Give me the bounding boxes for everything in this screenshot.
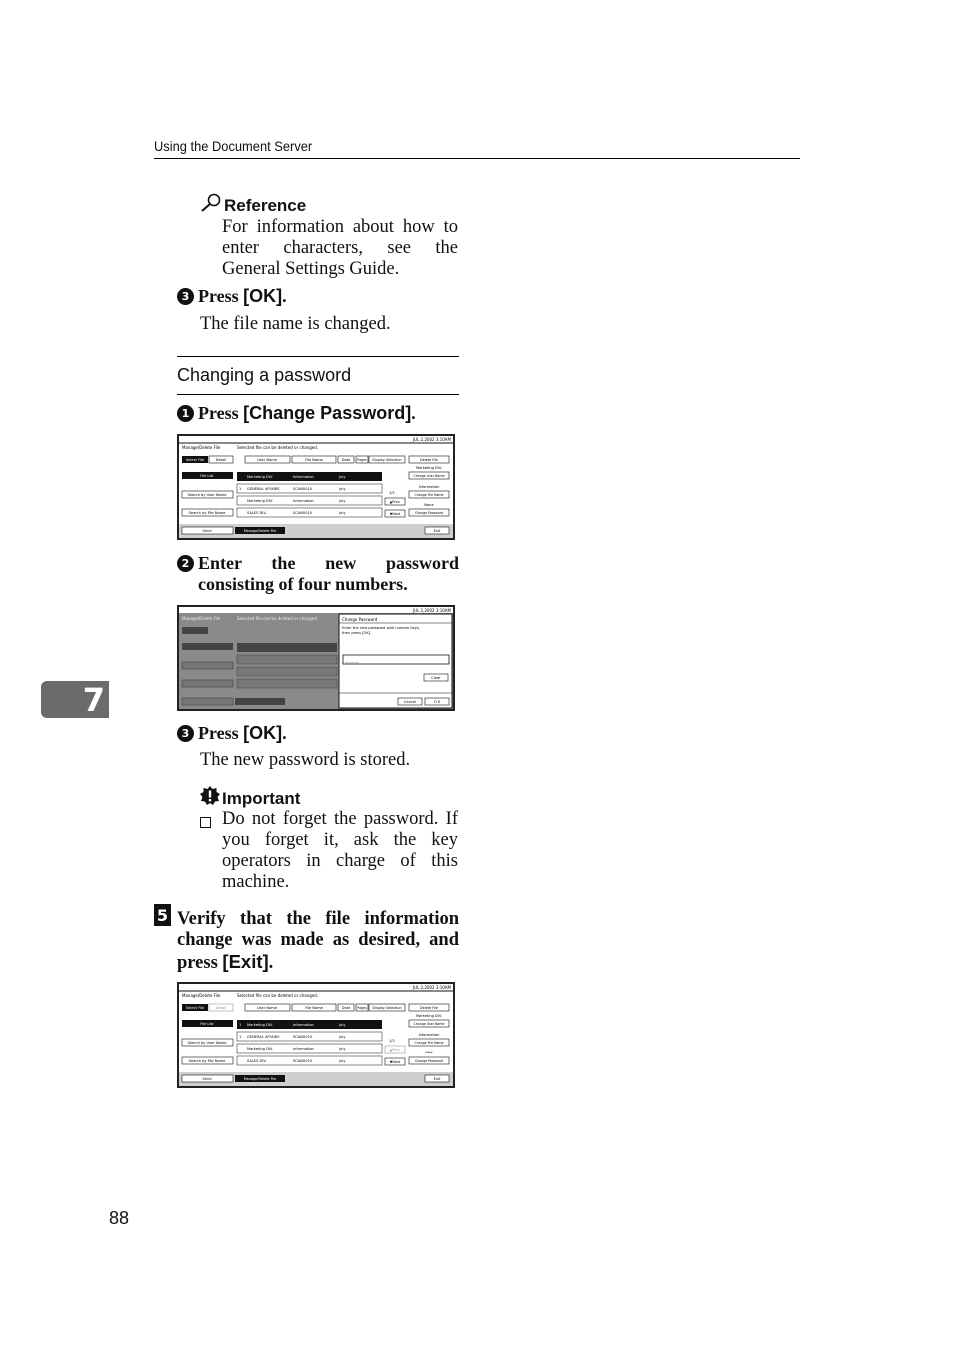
row-user: Marketing DIV. — [247, 1047, 274, 1051]
section-rule-bottom — [177, 394, 459, 395]
row-num: 1 — [239, 487, 242, 491]
step-number: 3 — [177, 288, 194, 305]
dialog-message-2: then press [OK]. — [342, 631, 372, 635]
screenshot-file-list-updated — [177, 982, 455, 1088]
checkbox-icon — [200, 813, 211, 832]
select-file-label: Select File — [185, 1006, 205, 1010]
exit-label: Exit — [433, 1077, 441, 1081]
page-indicator: 1/2 — [389, 491, 395, 495]
step-number: 3 — [177, 725, 194, 742]
screen-clock: JUL 2,2002 3:10AM — [412, 437, 451, 442]
exit-label: Exit — [433, 529, 441, 533]
col-file-label: File Name — [305, 1006, 323, 1010]
reference-title: Reference — [224, 195, 307, 215]
page-number: 88 — [109, 1208, 130, 1228]
col-date-label: Date — [341, 458, 351, 462]
file-value: Information — [418, 485, 440, 489]
step-text: Verify that the file information change was made as desired, and press — [177, 909, 459, 973]
search-user-label: Search by User Name — [187, 1041, 227, 1045]
row-file: Information — [293, 1047, 314, 1051]
row-file: SCAN0010 — [293, 1059, 313, 1063]
step-number: 1 — [177, 405, 194, 422]
select-file-label: Select File — [185, 458, 205, 462]
chapter-tab: 7 — [41, 681, 109, 718]
reference-body: For information about how to enter characters, see the General Settings Guide. — [222, 217, 458, 279]
change-user-label: Change User Name — [413, 1022, 445, 1026]
step-result: The new password is stored. — [200, 750, 411, 770]
screen-clock: JUL 2,2002 3:10AM — [412, 985, 451, 990]
step-verify-exit — [177, 909, 459, 974]
detail-label: Detail — [215, 458, 227, 462]
screen-message: Selected file can be deleted or changed. — [237, 616, 319, 621]
step-press-ok-1 — [177, 286, 287, 307]
row-file: Information — [293, 475, 314, 479]
row-date: July — [339, 1059, 346, 1063]
row-file: SCAN0010 — [293, 511, 313, 515]
user-value: Marketing DIV. — [415, 1014, 443, 1018]
prev-label: ▲Prev. — [389, 1048, 401, 1052]
change-password-label: Change Password — [414, 511, 444, 515]
step-enter-password — [177, 553, 459, 595]
important-heading — [200, 786, 300, 811]
clear-label: Clear — [431, 676, 441, 680]
row-user: SALES DIV. — [247, 1059, 267, 1063]
step-suffix: . — [411, 403, 416, 423]
ok-label: O K — [433, 700, 441, 704]
screen-panel-title: Manage/Delete File — [182, 445, 221, 450]
important-title: Important — [222, 788, 301, 808]
header-rule — [154, 158, 800, 159]
step-text: Press — [198, 286, 244, 306]
row-date: July — [339, 1047, 346, 1051]
cancel-label: Cancel — [403, 700, 417, 704]
col-file-label: File Name — [305, 458, 323, 462]
important-body: Do not forget the password. If you forget it, ask the key operators in charge of this machine. — [222, 809, 458, 892]
dialog-title: Change Password — [342, 617, 378, 622]
magnifier-icon — [200, 193, 222, 218]
exit-key-label: [Exit] — [222, 951, 269, 972]
delete-file-label: Delete File — [420, 458, 438, 462]
manage-delete-label: Manage/Delete File — [243, 529, 277, 533]
row-file: Information — [293, 1023, 314, 1027]
row-num: 1 — [239, 1023, 242, 1027]
step-text: Enter the new password consisting of four numbers. — [198, 553, 459, 594]
row-user: Marketing DIV. — [247, 1023, 274, 1027]
password-value: **** — [425, 1051, 433, 1055]
step-result: The file name is changed. — [200, 314, 391, 334]
col-user-label: User Name — [257, 458, 277, 462]
change-file-label: Change File Name — [414, 493, 444, 497]
col-user-label: User Name — [257, 1006, 277, 1010]
step-suffix: . — [282, 286, 287, 306]
section-title: Changing a password — [177, 365, 352, 385]
screen-message: Selected file can be deleted or changed. — [237, 993, 319, 998]
row-date: July — [339, 487, 346, 491]
delete-file-label: Delete File — [420, 1006, 438, 1010]
display-selection-label: Display Selection — [372, 1006, 402, 1010]
file-list-label: File List — [200, 1022, 214, 1026]
search-user-label: Search by User Name — [187, 493, 227, 497]
screen-clock: JUL 2,2002 3:10AM — [412, 608, 451, 613]
ok-key-label: [OK] — [243, 286, 283, 306]
row-user: GENERAL AFFAIRS — [247, 1035, 280, 1039]
display-selection-label: Display Selection — [372, 458, 402, 462]
step-number-5: 5 — [154, 904, 171, 926]
screenshot-change-password-dialog — [177, 605, 455, 711]
next-label: ▼Next — [389, 512, 401, 516]
file-list-label: File List — [200, 474, 214, 478]
screenshot-file-list — [177, 434, 455, 540]
col-date-label: Date — [341, 1006, 351, 1010]
change-password-key-label: [Change Password] — [243, 403, 412, 423]
row-user: SALES DIV. — [247, 511, 267, 515]
important-icon — [200, 786, 220, 811]
row-date: July — [339, 1035, 346, 1039]
send-label: Send — [202, 1077, 212, 1081]
prev-label: ▲Prev. — [389, 500, 401, 504]
running-header: Using the Document Server — [154, 138, 313, 154]
search-file-label: Search by File Name — [188, 511, 226, 515]
col-pages-label: Pages — [357, 458, 367, 462]
screen-panel-title: Manage/Delete File — [182, 616, 221, 621]
row-date: July — [339, 511, 346, 515]
next-label: ▼Next — [389, 1060, 401, 1064]
page-indicator: 1/2 — [389, 1039, 395, 1043]
col-pages-label: Pages — [357, 1006, 367, 1010]
ok-key-label: [OK] — [243, 723, 283, 743]
step-press-change-password — [177, 403, 416, 424]
row-num: 1 — [239, 1035, 242, 1039]
password-input[interactable] — [343, 655, 449, 664]
row-file: Information — [293, 499, 314, 503]
user-value: Marketing DIV. — [415, 466, 443, 470]
step-suffix: . — [268, 953, 274, 973]
screen-panel-title: Manage/Delete File — [182, 993, 221, 998]
reference-heading — [200, 193, 306, 218]
dialog-message-1: Enter the new password with number keys, — [342, 626, 420, 630]
section-rule-top — [177, 356, 459, 357]
row-user: Marketing DIV. — [247, 499, 274, 503]
row-user: GENERAL AFFAIRS — [247, 487, 280, 491]
step-suffix: . — [282, 723, 287, 743]
change-password-label: Change Password — [414, 1059, 444, 1063]
detail-label: Detail — [215, 1006, 227, 1010]
search-file-label: Search by File Name — [188, 1059, 226, 1063]
screen-message: Selected file can be deleted or changed. — [237, 445, 319, 450]
row-date: July — [339, 1023, 346, 1027]
row-date: July — [339, 475, 346, 479]
send-label: Send — [202, 529, 212, 533]
file-value: Information — [418, 1033, 440, 1037]
step-number: 2 — [177, 555, 194, 572]
row-date: July — [339, 499, 346, 503]
password-value: None — [424, 503, 434, 507]
step-text: Press — [198, 723, 244, 743]
row-file: SCAN0010 — [293, 1035, 313, 1039]
change-user-label: Change User Name — [413, 474, 445, 478]
change-file-label: Change File Name — [414, 1041, 444, 1045]
row-file: SCAN0010 — [293, 487, 313, 491]
row-user: Marketing DIV. — [247, 475, 274, 479]
step-press-ok-2 — [177, 723, 287, 744]
password-input-value: _ _ _ _ — [346, 658, 358, 663]
manage-delete-label: Manage/Delete File — [243, 1077, 277, 1081]
step-text: Press — [198, 403, 244, 423]
